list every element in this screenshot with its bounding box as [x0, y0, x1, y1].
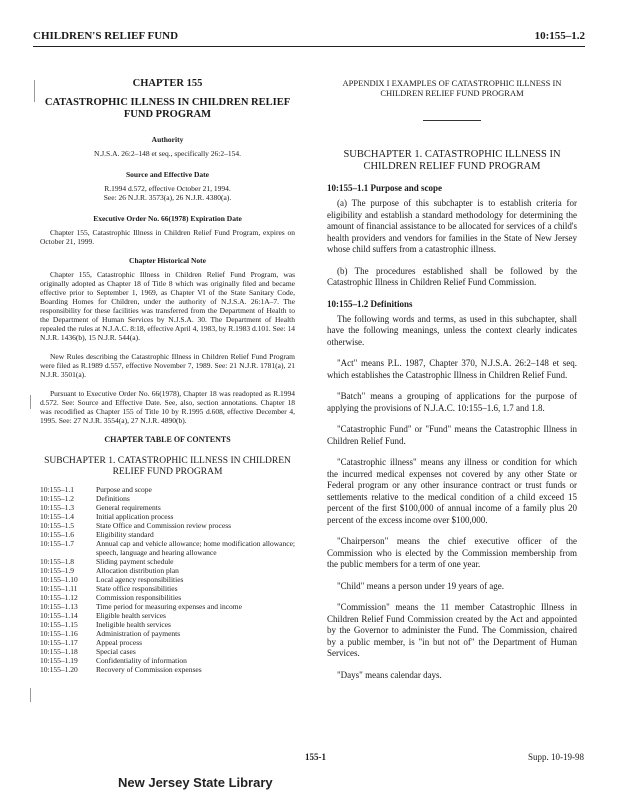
definition-commission: "Commission" means the 11 member Catastrophic Illness in Children Relief Fund Commission created by the Act and appointed by the Governor to administer the Fund. The Commission, chaired by a public member, is "in but not of" the Department of Human Services.	[327, 602, 577, 658]
toc-number: 10:155–1.1	[40, 485, 74, 494]
definition-child: "Child" means a person under 19 years of age.	[337, 580, 505, 591]
section-heading-definitions: 10:155–1.2 Definitions	[327, 298, 413, 309]
definitions-intro: The following words and terms, as used in this subchapter, shall have the following meanings, unless the context clearly indicates otherwise.	[327, 313, 577, 347]
toc-entry[interactable]	[40, 584, 295, 593]
left-column	[40, 78, 295, 674]
toc-number: 10:155–1.19	[40, 656, 78, 665]
authority-heading: Authority	[151, 135, 184, 144]
toc-number: 10:155–1.15	[40, 620, 78, 629]
chapter-title: CATASTROPHIC ILLNESS IN CHILDREN RELIEF FUND PROGRAM	[44, 97, 291, 120]
toc-entry[interactable]	[40, 647, 295, 656]
toc-number: 10:155–1.14	[40, 611, 78, 620]
toc-entry[interactable]	[40, 485, 295, 494]
toc-text: Definitions	[96, 494, 130, 503]
toc-number: 10:155–1.3	[40, 503, 74, 512]
toc-entry[interactable]	[40, 629, 295, 638]
historical-note-paragraph-3: Pursuant to Executive Order No. 66(1978), Chapter 18 was readopted as R.1994 d.572. See: Source and Effective Date. See, also, section annotations. Chapter 18 was recodified as Chapter 155 of Title 10 by R.1995 d.608, effective December 4, 1995. See: 27 N.J.R. 3554(a), 27 N.J.R. 4890(b).	[40, 389, 295, 425]
historical-note-paragraph-2: New Rules describing the Catastrophic Illness in Children Relief Fund Program were filed as R.1989 d.557, effective November 7, 1989. See: 21 N.J.R. 1781(a), 21 N.J.R. 3501(a).	[40, 352, 295, 379]
page-number: 155-1	[305, 752, 326, 762]
toc-text: Ineligible health services	[96, 620, 171, 629]
toc-number: 10:155–1.11	[40, 584, 78, 593]
toc-text: Eligible health services	[96, 611, 166, 620]
historical-note-heading: Chapter Historical Note	[129, 256, 206, 265]
source-heading: Source and Effective Date	[126, 170, 209, 179]
margin-mark	[34, 80, 35, 102]
library-stamp: New Jersey State Library	[118, 775, 273, 790]
definition-catastrophic-illness: "Catastrophic illness" means any illness or condition for which the incurred medical expenses not covered by any other State or Federal program or any other insurance contract or trust funds or settlements relative to the medical condition of a child exceed 15 percent of the first $100,000 of annual income of a family plus 20 percent of the excess income over $100,000.	[327, 457, 577, 525]
toc-number: 10:155–1.7	[40, 539, 74, 548]
toc-entry[interactable]	[40, 566, 295, 575]
purpose-paragraph-b: (b) The procedures established shall be followed by the Catastrophic Illness in Children Relief Fund Commission.	[327, 265, 577, 287]
toc-entry[interactable]	[40, 593, 295, 602]
toc-text: State Office and Commission review process	[96, 521, 232, 530]
toc-number: 10:155–1.10	[40, 575, 78, 584]
authority-text: N.J.S.A. 26:2–148 et seq., specifically 26:2–154.	[93, 149, 242, 158]
toc-number: 10:155–1.8	[40, 557, 74, 566]
toc-entry[interactable]	[40, 602, 295, 611]
toc-number: 10:155–1.4	[40, 512, 74, 521]
toc-text: Local agency responsibilities	[96, 575, 184, 584]
executive-order-heading: Executive Order No. 66(1978) Expiration Date	[93, 214, 242, 223]
toc-text: State office responsibilities	[96, 584, 178, 593]
toc-entry[interactable]	[40, 494, 295, 503]
supplement-date: Supp. 10-19-98	[528, 752, 584, 762]
toc-number: 10:155–1.12	[40, 593, 78, 602]
toc-entry[interactable]	[40, 557, 295, 566]
toc-entry[interactable]	[40, 665, 295, 674]
toc-entry[interactable]	[40, 611, 295, 620]
toc-number: 10:155–1.5	[40, 521, 74, 530]
toc-number: 10:155–1.20	[40, 665, 78, 674]
definition-act: "Act" means P.L. 1987, Chapter 370, N.J.S.A. 26:2–148 et seq. which establishes the Catastrophic Illness in Children Relief Fund.	[327, 358, 577, 380]
toc-number: 10:155–1.18	[40, 647, 78, 656]
toc-text: Initial application process	[96, 512, 174, 521]
toc-text: Eligibility standard	[96, 530, 154, 539]
toc-text: Confidentiality of information	[96, 656, 187, 665]
right-column	[327, 78, 577, 691]
source-line-2: See: 26 N.J.R. 3573(a), 26 N.J.R. 4380(a).	[103, 193, 232, 202]
toc-number: 10:155–1.2	[40, 494, 74, 503]
toc-number: 10:155–1.13	[40, 602, 78, 611]
toc-text: Sliding payment schedule	[96, 557, 174, 566]
definition-fund: "Catastrophic Fund" or "Fund" means the Catastrophic Illness in Children Relief Fund.	[327, 424, 577, 446]
historical-note-paragraph-1: Chapter 155, Catastrophic Illness in Children Relief Fund Program, was originally adopted as Chapter 18 of Title 8 which was originally filed and became effective prior to September 1, 1969, as Chapter VI of the State Sanitary Code, Boarding Homes for Children, under the authority of N.J.S.A. 26:1A–7. The responsibility for these facilities was transferred from the Department of Health to the Department of Human Services by N.J.S.A. 30. The Department of Health repealed the rules at N.J.A.C. 8:18, effective April 4, 1983, by R.1983 d.101. See: 14 N.J.R. 1436(b), 15 N.J.R. 544(a).	[40, 270, 295, 342]
toc-text: Recovery of Commission expenses	[96, 665, 202, 674]
toc-entry[interactable]	[40, 503, 295, 512]
toc-text: Purpose and scope	[96, 485, 152, 494]
chapter-number: CHAPTER 155	[132, 78, 203, 89]
toc-text: Annual cap and vehicle allowance; home modification allowance; speech, language and hearing allowance	[96, 539, 295, 557]
purpose-paragraph-a: (a) The purpose of this subchapter is to establish criteria for eligibility and establish a standard methodology for determining the amount of financial assistance to be allocated for services of a child's health providers and vendors for families in the State of New Jersey whose child suffers from a catastrophic illness.	[327, 198, 577, 254]
section-heading-purpose: 10:155–1.1 Purpose and scope	[327, 183, 443, 193]
toc-text: Appeal process	[96, 638, 143, 647]
toc-entry[interactable]	[40, 638, 295, 647]
margin-mark	[30, 688, 31, 702]
toc-entry[interactable]	[40, 575, 295, 584]
section-divider	[423, 120, 481, 121]
toc-text: Special cases	[96, 647, 136, 656]
toc-entry[interactable]	[40, 512, 295, 521]
table-of-contents	[40, 485, 295, 674]
running-header	[33, 30, 585, 44]
toc-subchapter-title: SUBCHAPTER 1. CATASTROPHIC ILLNESS IN CHILDREN RELIEF FUND PROGRAM	[44, 456, 291, 477]
header-rule	[33, 46, 585, 47]
definition-days: "Days" means calendar days.	[337, 669, 442, 680]
toc-number: 10:155–1.16	[40, 629, 78, 638]
table-of-contents-heading: CHAPTER TABLE OF CONTENTS	[104, 435, 231, 444]
toc-text: Administration of payments	[96, 629, 181, 638]
toc-text: Commission responsibilities	[96, 593, 182, 602]
appendix-title: APPENDIX I EXAMPLES OF CATASTROPHIC ILLNESS IN CHILDREN RELIEF FUND PROGRAM	[342, 78, 562, 98]
toc-entry[interactable]	[40, 656, 295, 665]
toc-number: 10:155–1.6	[40, 530, 74, 539]
executive-order-text: Chapter 155, Catastrophic Illness in Children Relief Fund Program, expires on October 21, 1999.	[40, 228, 295, 246]
toc-entry[interactable]	[40, 521, 295, 530]
margin-mark	[30, 395, 31, 409]
toc-text: Allocation distribution plan	[96, 566, 179, 575]
toc-entry[interactable]	[40, 539, 295, 557]
subchapter-title: SUBCHAPTER 1. CATASTROPHIC ILLNESS IN CHILDREN RELIEF FUND PROGRAM	[343, 149, 561, 172]
header-title: CHILDREN'S RELIEF FUND	[33, 30, 179, 42]
definition-chairperson: "Chairperson" means the chief executive officer of the Commission who is elected by the Commission membership from the public members for a term of one year.	[327, 536, 577, 569]
toc-entry[interactable]	[40, 620, 295, 629]
header-section-number: 10:155–1.2	[534, 30, 585, 42]
source-text	[40, 184, 295, 202]
toc-number: 10:155–1.9	[40, 566, 74, 575]
toc-text: General requirements	[96, 503, 161, 512]
toc-number: 10:155–1.17	[40, 638, 78, 647]
source-line-1: R.1994 d.572, effective October 21, 1994.	[104, 184, 231, 193]
toc-entry[interactable]	[40, 530, 295, 539]
definition-batch: "Batch" means a grouping of applications for the purpose of applying the provisions of N.J.A.C. 10:155–1.6, 1.7 and 1.8.	[327, 391, 577, 413]
toc-text: Time period for measuring expenses and income	[96, 602, 242, 611]
